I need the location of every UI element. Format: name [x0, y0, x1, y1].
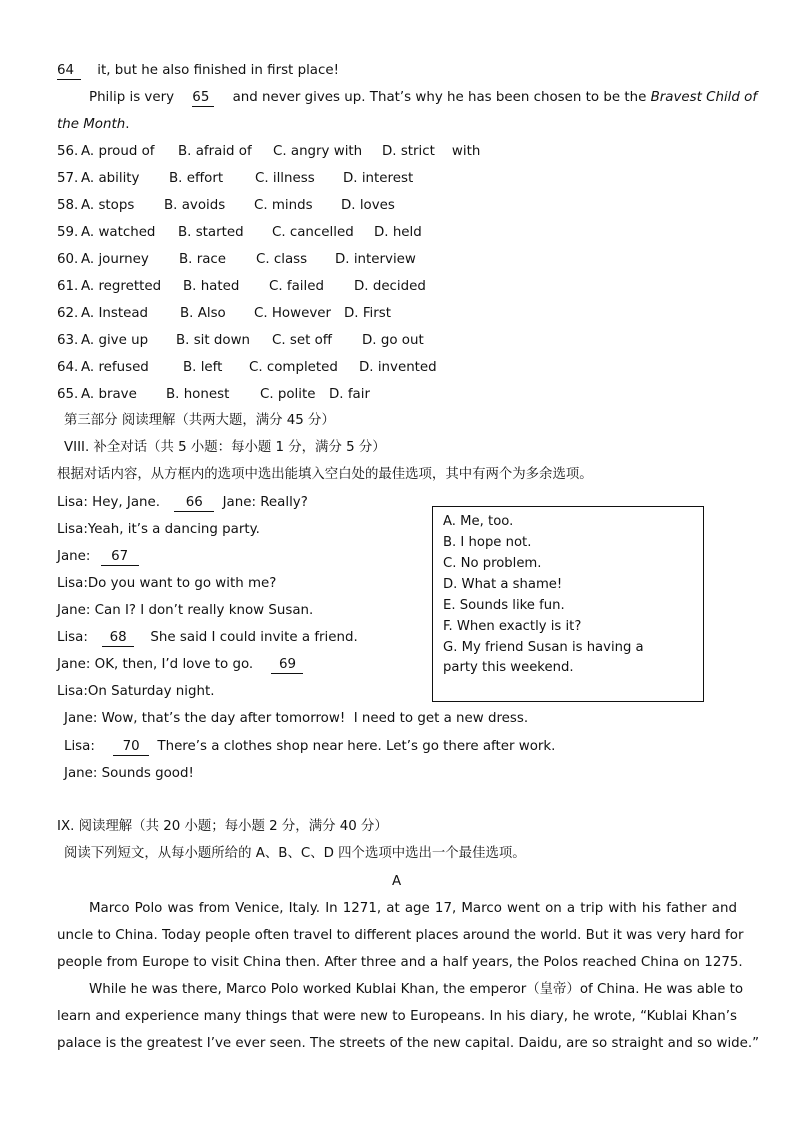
question-number: 62. — [57, 306, 79, 321]
box-option-continuation: party this weekend. — [443, 660, 574, 675]
dialogue-line — [64, 738, 555, 756]
question-number: 61. — [57, 279, 79, 294]
option-c: C. failed — [269, 279, 324, 294]
blank-64: 64 — [57, 63, 81, 80]
passage-line: people from Europe to visit China then. After three and a half years, the Polos reached China on 1275. — [57, 955, 743, 970]
speaker: Jane: — [64, 711, 98, 726]
dialogue-text: Sounds good! — [101, 766, 194, 781]
dialogue-line — [57, 575, 276, 593]
cloze-text: and never gives up. That’s why he has been chosen to be the — [232, 90, 647, 105]
section8-heading: VIII. 补全对话（共 5 小题：每小题 1 分，满分 5 分） — [64, 440, 386, 455]
speaker: Lisa: — [57, 576, 88, 591]
passage-label: A — [392, 874, 402, 889]
dialogue-line — [57, 521, 260, 539]
option-a: A. stops — [81, 198, 135, 213]
dialogue-text: Can I? I don’t really know Susan. — [94, 603, 314, 618]
option-a: A. proud of — [81, 144, 155, 159]
question-57 — [57, 170, 414, 188]
blank-65: 65 — [192, 90, 214, 107]
speaker: Lisa: — [64, 739, 95, 754]
option-d: D. loves — [341, 198, 395, 213]
period: . — [125, 117, 130, 132]
option-d: D. decided — [354, 279, 426, 294]
question-number: 57. — [57, 171, 79, 186]
speaker: Jane: — [57, 603, 91, 618]
option-b: B. race — [179, 252, 227, 267]
dialogue-text: Hey, Jane. — [92, 495, 161, 510]
speaker: Jane: — [64, 766, 98, 781]
dialogue-line — [64, 710, 528, 728]
question-65 — [57, 386, 370, 404]
option-b: B. sit down — [176, 333, 251, 348]
option-c: C. cancelled — [272, 225, 354, 240]
question-number: 59. — [57, 225, 79, 240]
option-a: A. Instead — [81, 306, 149, 321]
section9-heading: IX. 阅读理解（共 20 小题；每小题 2 分，满分 40 分） — [57, 819, 388, 834]
speaker: Lisa: — [57, 522, 88, 537]
box-option: A. Me, too. — [443, 514, 514, 529]
cloze-text: Philip is very — [89, 90, 175, 105]
dialogue-text: Wow, that’s the day after tomorrow! I need to get a new dress. — [101, 711, 529, 726]
dialogue-line — [57, 629, 358, 647]
option-d: D. First — [344, 306, 392, 321]
question-number: 60. — [57, 252, 79, 267]
option-d: D. interview — [335, 252, 416, 267]
box-option: C. No problem. — [443, 556, 542, 571]
option-d: D. go out — [362, 333, 424, 348]
box-option: B. I hope not. — [443, 535, 532, 550]
question-number: 64. — [57, 360, 79, 375]
speaker: Lisa: — [57, 495, 88, 510]
option-a: A. watched — [81, 225, 156, 240]
passage-line: palace is the greatest I’ve ever seen. The streets of the new capital. Daidu, are so straight and so wide.” — [57, 1036, 760, 1051]
question-61 — [57, 278, 426, 296]
option-c: C. angry with — [273, 144, 363, 159]
question-number: 65. — [57, 387, 79, 402]
option-b: B. Also — [180, 306, 226, 321]
dialogue-text: On Saturday night. — [87, 684, 215, 699]
speaker: Lisa: — [57, 630, 88, 645]
part3-heading: 第三部分 阅读理解（共两大题，满分 45 分） — [64, 413, 335, 428]
dialogue-line — [57, 656, 303, 674]
passage-line: uncle to China. Today people often travel to different places around the world. But it was very hard for — [57, 928, 744, 943]
option-d: D. held — [374, 225, 422, 240]
option-a: A. brave — [81, 387, 137, 402]
italic-title: Bravest Child of — [650, 90, 758, 105]
options-box — [432, 506, 704, 702]
speaker: Jane: — [57, 657, 91, 672]
dialogue-text: Do you want to go with me? — [87, 576, 277, 591]
blank-66: 66 — [174, 495, 214, 512]
question-number: 56. — [57, 144, 79, 159]
dialogue-text: OK, then, I’d love to go. — [94, 657, 254, 672]
question-56 — [57, 143, 481, 161]
option-c: C. set off — [272, 333, 333, 348]
dialogue-line — [64, 765, 194, 783]
option-b: B. left — [183, 360, 223, 375]
option-a: A. ability — [81, 171, 140, 186]
blank-68: 68 — [102, 630, 134, 647]
box-option: G. My friend Susan is having a — [443, 640, 644, 655]
question-62 — [57, 305, 392, 323]
dialogue-text: Yeah, it’s a dancing party. — [87, 522, 260, 537]
dialogue-text: There’s a clothes shop near here. Let’s go there after work. — [157, 739, 556, 754]
italic-title: the Month — [57, 117, 126, 132]
cloze-line-2 — [57, 89, 758, 107]
option-d: D. invented — [359, 360, 437, 375]
option-a: A. journey — [81, 252, 149, 267]
option-c: C. polite — [260, 387, 316, 402]
question-59 — [57, 224, 422, 242]
option-d: D. interest — [343, 171, 414, 186]
dialogue-line — [57, 683, 214, 701]
option-b: B. effort — [169, 171, 224, 186]
speaker: Jane: — [57, 549, 91, 564]
cloze-line-1 — [57, 62, 339, 80]
option-c: C. class — [256, 252, 308, 267]
box-option: E. Sounds like fun. — [443, 598, 565, 613]
option-b: B. avoids — [164, 198, 226, 213]
option-d: D. fair — [329, 387, 370, 402]
option-b: B. hated — [183, 279, 240, 294]
option-c: C. However — [254, 306, 331, 321]
option-a: A. give up — [81, 333, 149, 348]
option-b: B. honest — [166, 387, 230, 402]
question-60 — [57, 251, 416, 269]
dialogue-text: Jane: Really? — [222, 495, 308, 510]
dialogue-line — [57, 548, 139, 566]
option-b: B. afraid of — [178, 144, 252, 159]
section8-instruction: 根据对话内容，从方框内的选项中选出能填入空白处的最佳选项，其中有两个为多余选项。 — [57, 467, 593, 482]
question-58 — [57, 197, 395, 215]
dialogue-text: She said I could invite a friend. — [150, 630, 358, 645]
blank-69: 69 — [271, 657, 303, 674]
box-option: D. What a shame! — [443, 577, 563, 592]
blank-67: 67 — [101, 549, 139, 566]
passage-line: While he was there, Marco Polo worked Kublai Khan, the emperor（皇帝）of China. He was able to — [89, 982, 744, 997]
box-option: F. When exactly is it? — [443, 619, 582, 634]
option-d: D. strict with — [382, 144, 481, 159]
section9-instruction: 阅读下列短文，从每小题所给的 A、B、C、D 四个选项中选出一个最佳选项。 — [64, 846, 526, 861]
blank-70: 70 — [113, 739, 149, 756]
speaker: Lisa: — [57, 684, 88, 699]
dialogue-line — [57, 602, 313, 620]
option-b: B. started — [178, 225, 244, 240]
option-c: C. completed — [249, 360, 338, 375]
question-number: 58. — [57, 198, 79, 213]
cloze-text: it, but he also finished in first place! — [97, 63, 339, 78]
question-number: 63. — [57, 333, 79, 348]
cloze-line-3 — [57, 116, 129, 134]
option-a: A. refused — [81, 360, 149, 375]
option-c: C. minds — [254, 198, 313, 213]
passage-line: Marco Polo was from Venice, Italy. In 1271, at age 17, Marco went on a trip with his father and — [89, 901, 737, 916]
dialogue-line — [57, 494, 308, 512]
question-63 — [57, 332, 424, 350]
option-a: A. regretted — [81, 279, 162, 294]
question-64 — [57, 359, 437, 377]
option-c: C. illness — [255, 171, 315, 186]
passage-line: learn and experience many things that were new to Europeans. In his diary, he wrote, “Kublai Khan’s — [57, 1009, 737, 1024]
